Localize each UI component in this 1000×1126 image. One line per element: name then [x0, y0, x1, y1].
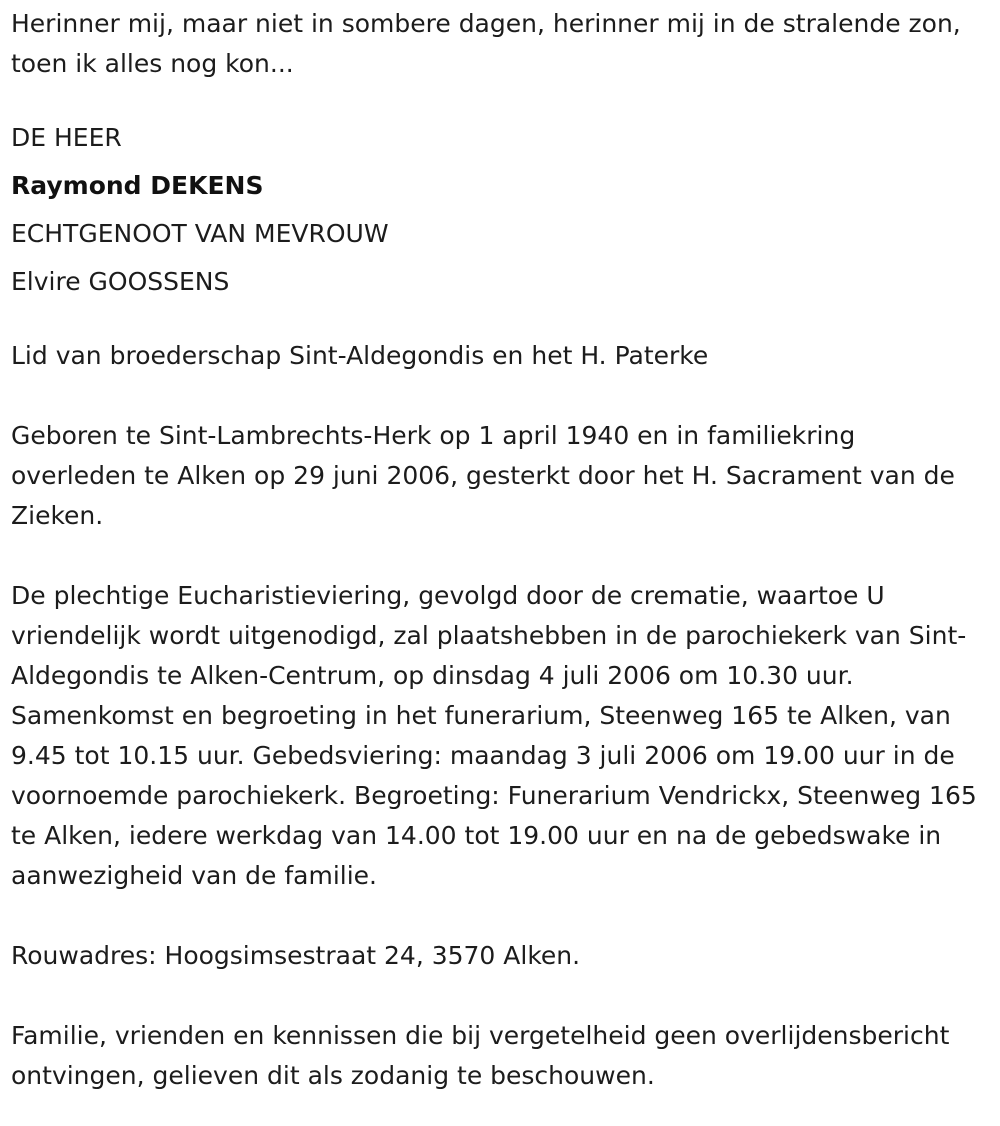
- deceased-name: Raymond DEKENS: [11, 171, 264, 200]
- closing-note: Familie, vrienden en kennissen die bij vergetelheid geen overlijdensbericht ontvingen, gelieven dit als zodanig te beschouwen.: [11, 1021, 950, 1090]
- motto: Herinner mij, maar niet in sombere dagen, herinner mij in de stralende zon, toen ik alles nog kon...: [11, 9, 961, 78]
- obituary-text: [11, 4, 986, 1096]
- title: DE HEER: [11, 123, 122, 152]
- spouse-name: Elvire GOOSSENS: [11, 267, 230, 296]
- relation: ECHTGENOOT VAN MEVROUW: [11, 219, 389, 248]
- ceremony-details: De plechtige Eucharistieviering, gevolgd door de crematie, waartoe U vriendelijk wordt uitgenodigd, zal plaatshebben in de parochiekerk van Sint-Aldegondis te Alken-Centrum, op dinsdag 4 juli 2006 om 10.30 uur. Samenkomst en begroeting in het funerarium, Steenweg 165 te Alken, van 9.45 tot 10.15 uur. Gebedsviering: maandag 3 juli 2006 om 19.00 uur in de voornoemde parochiekerk. Begroeting: Funerarium Vendrickx, Steenweg 165 te Alken, iedere werkdag van 14.00 tot 19.00 uur en na de gebedswake in aanwezigheid van de familie.: [11, 581, 977, 890]
- birth-death: Geboren te Sint-Lambrechts-Herk op 1 april 1940 en in familiekring overleden te Alken op 29 juni 2006, gesterkt door het H. Sacrament van de Zieken.: [11, 421, 955, 530]
- deceased-block: [11, 114, 986, 306]
- mourning-address: Rouwadres: Hoogsimsestraat 24, 3570 Alken.: [11, 941, 581, 970]
- membership: Lid van broederschap Sint-Aldegondis en het H. Paterke: [11, 341, 709, 370]
